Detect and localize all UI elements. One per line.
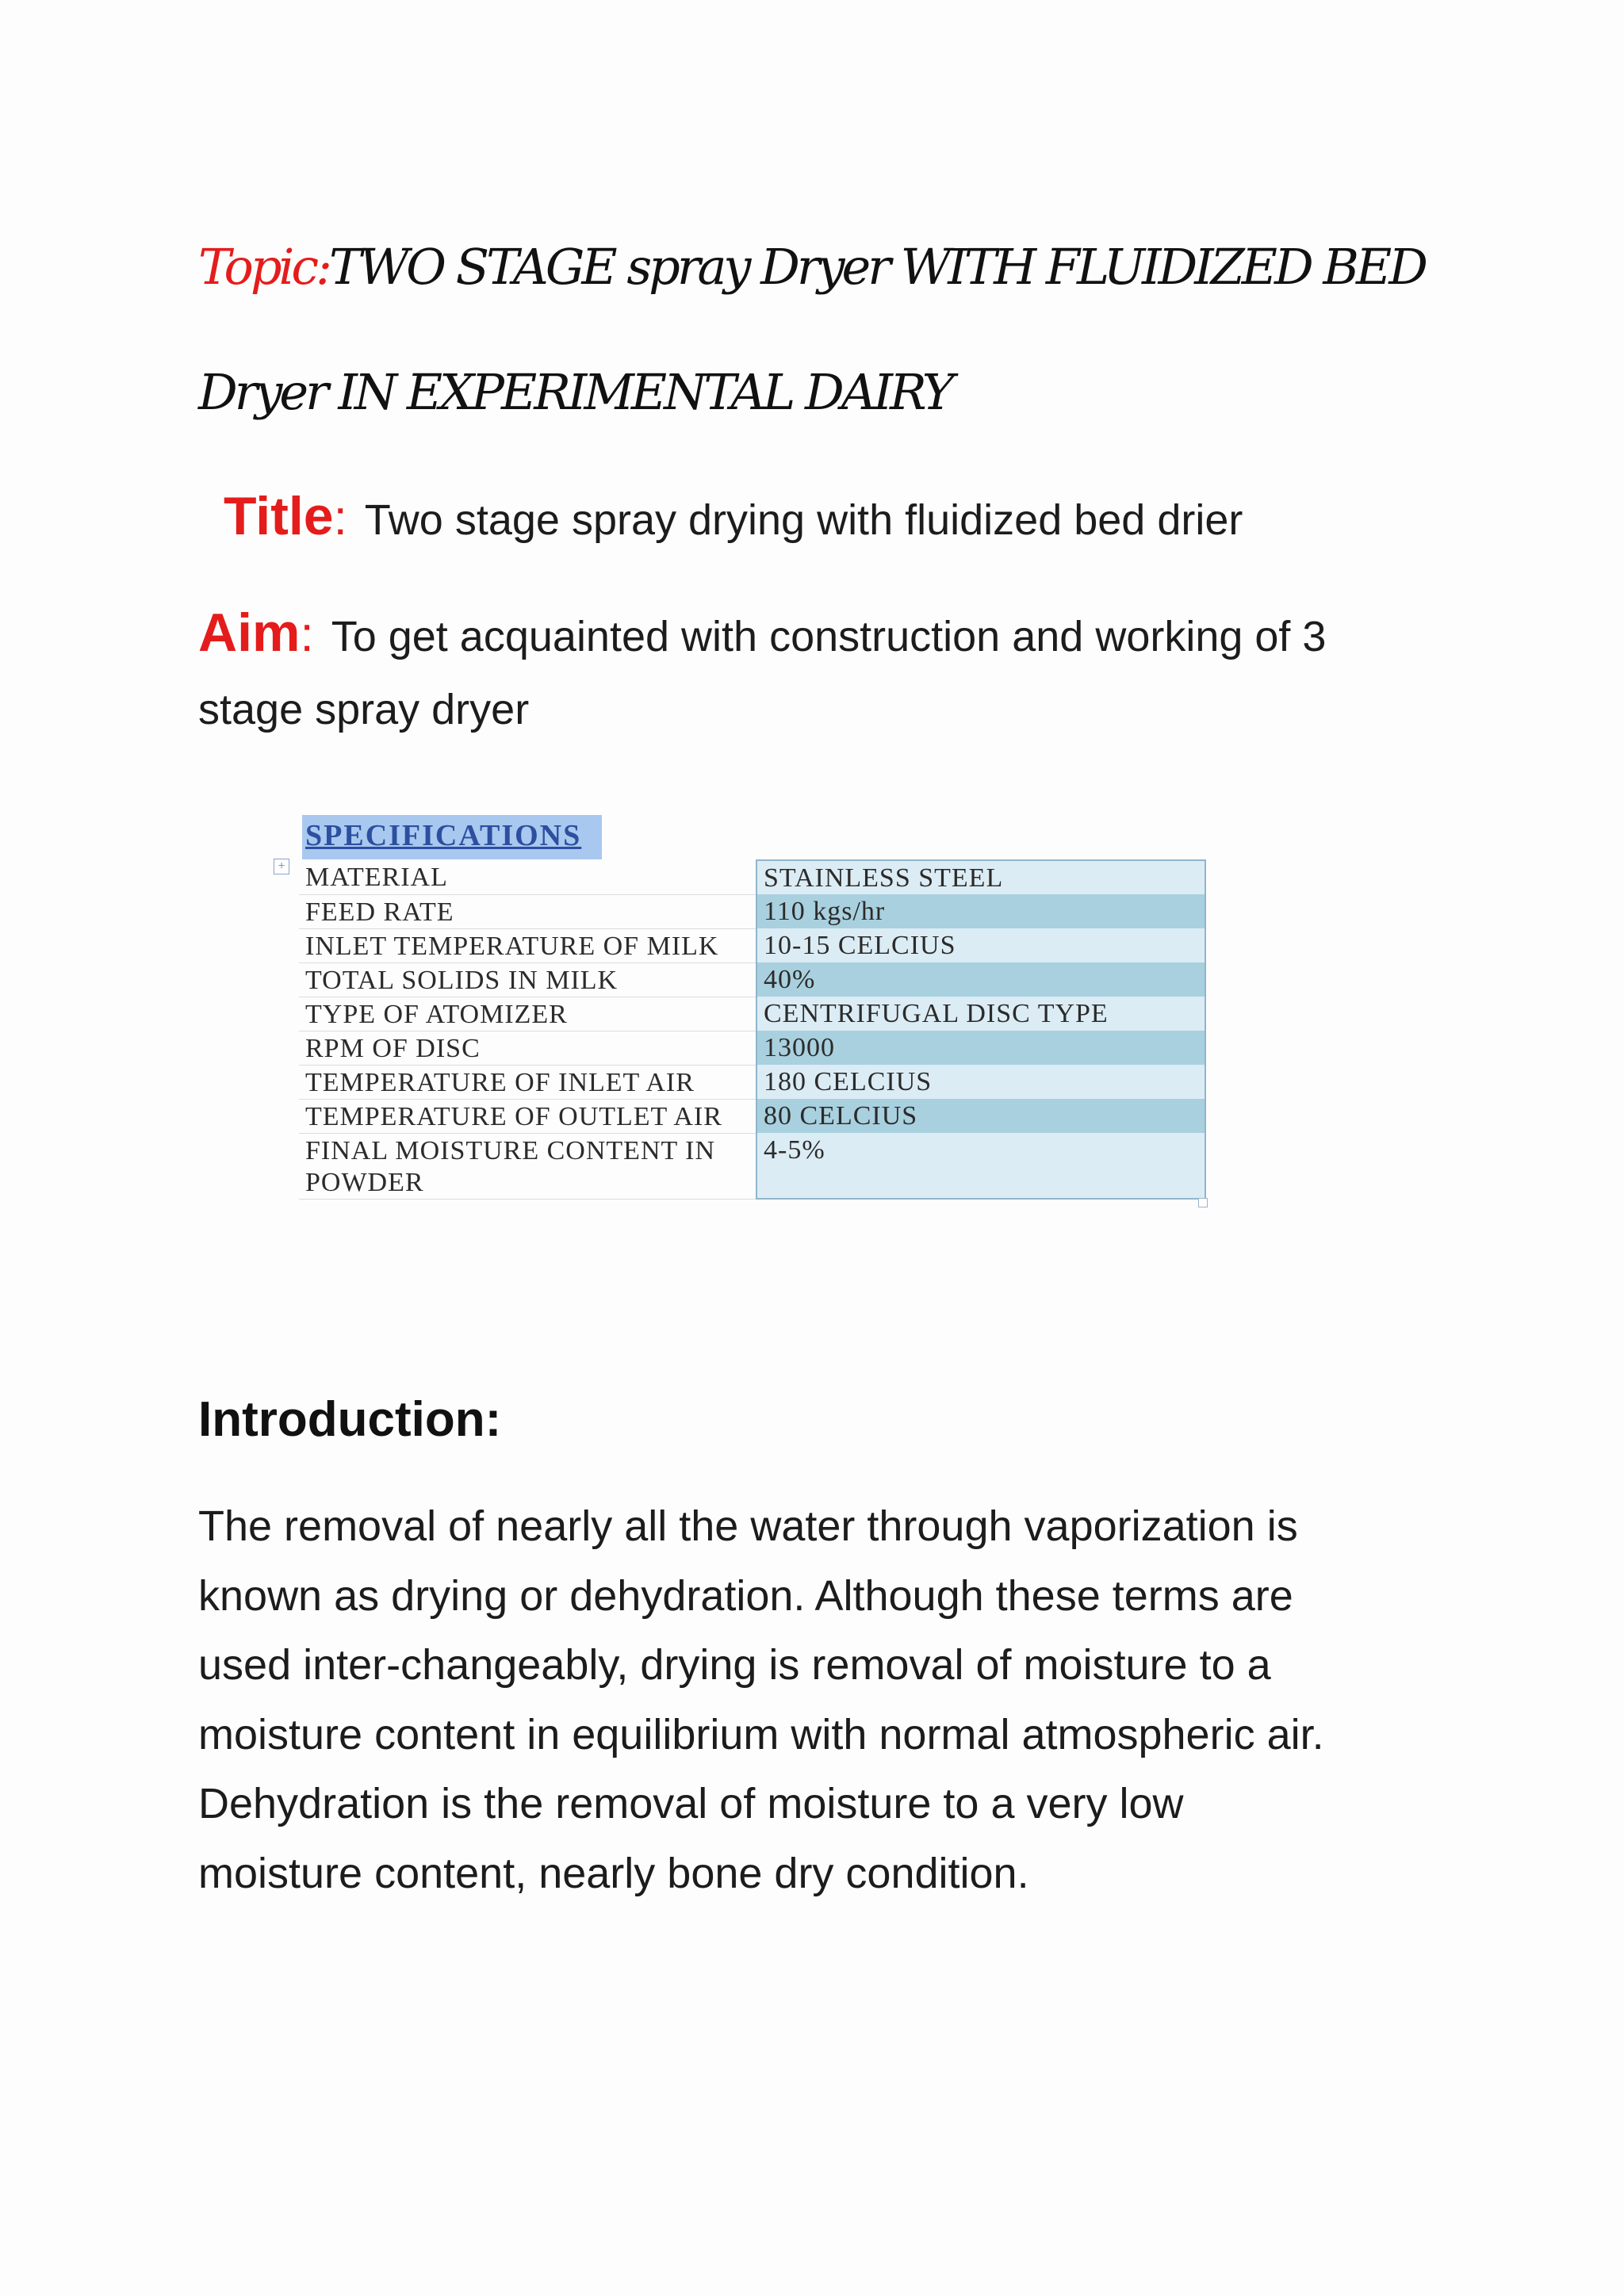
aim-text-1: To get acquainted with construction and working of 3 <box>331 613 1327 660</box>
topic-label: Topic: <box>198 238 329 296</box>
table-row <box>299 997 1205 1031</box>
spec-value: 110 kgs/hr <box>756 894 1205 928</box>
spec-value: 80 CELCIUS <box>756 1099 1205 1133</box>
introduction-line: Dehydration is the removal of moisture to a very low <box>198 1780 1184 1827</box>
spec-key: RPM OF DISC <box>299 1031 756 1065</box>
spec-key: INLET TEMPERATURE OF MILK <box>299 928 756 962</box>
table-row <box>299 860 1205 894</box>
table-row <box>299 894 1205 928</box>
aim-line-1 <box>198 596 1451 673</box>
introduction-line: known as drying or dehydration. Although these terms are <box>198 1571 1293 1620</box>
aim-line-2: stage spray dryer <box>198 686 530 733</box>
introduction-line: moisture content in equilibrium with normal atmospheric air. <box>198 1710 1324 1758</box>
spec-key: TOTAL SOLIDS IN MILK <box>299 962 756 997</box>
title-colon: : <box>333 491 347 545</box>
aim-label: Aim <box>198 603 301 663</box>
aim-block <box>198 596 1451 746</box>
spec-value: CENTRIFUGAL DISC TYPE <box>756 997 1205 1031</box>
topic-text-1: TWO STAGE spray Dryer WITH FLUIDIZED BED <box>329 238 1425 296</box>
spec-key: FINAL MOISTURE CONTENT IN POWDER <box>299 1133 756 1199</box>
table-move-handle-icon[interactable]: + <box>274 859 289 874</box>
spec-value: 4-5% <box>756 1133 1205 1199</box>
aim-colon: : <box>300 607 314 662</box>
table-row <box>299 928 1205 962</box>
introduction-heading: Introduction: <box>198 1392 502 1447</box>
introduction-body <box>198 1492 1507 1908</box>
table-row <box>299 1065 1205 1099</box>
table-row <box>299 962 1205 997</box>
spec-key: TYPE OF ATOMIZER <box>299 997 756 1031</box>
title-text: Two stage spray drying with fluidized bed drier <box>364 496 1243 544</box>
spec-key: MATERIAL <box>299 860 756 894</box>
specifications-table-block <box>274 815 1209 1200</box>
spec-key: TEMPERATURE OF INLET AIR <box>299 1065 756 1099</box>
topic-line-2 <box>198 363 1507 421</box>
introduction-line: The removal of nearly all the water through vaporization is <box>198 1502 1298 1550</box>
title-label: Title <box>224 486 334 546</box>
table-row <box>299 1133 1205 1199</box>
introduction-line: moisture content, nearly bone dry condition. <box>198 1849 1029 1897</box>
specifications-heading: SPECIFICATIONS <box>302 815 602 859</box>
topic-line-1 <box>198 238 1507 296</box>
title-line <box>224 485 1243 547</box>
topic-text-2: Dryer IN EXPERIMENTAL DAIRY <box>198 363 952 421</box>
specifications-table <box>299 859 1206 1200</box>
table-row <box>299 1031 1205 1065</box>
spec-value: STAINLESS STEEL <box>756 860 1205 894</box>
spec-key: FEED RATE <box>299 894 756 928</box>
spec-key: TEMPERATURE OF OUTLET AIR <box>299 1099 756 1133</box>
spec-value: 180 CELCIUS <box>756 1065 1205 1099</box>
spec-value: 13000 <box>756 1031 1205 1065</box>
table-resize-handle-icon[interactable] <box>1198 1198 1208 1207</box>
introduction-line: used inter-changeably, drying is removal of moisture to a <box>198 1641 1271 1689</box>
spec-value: 10-15 CELCIUS <box>756 928 1205 962</box>
spec-value: 40% <box>756 962 1205 997</box>
table-row <box>299 1099 1205 1133</box>
